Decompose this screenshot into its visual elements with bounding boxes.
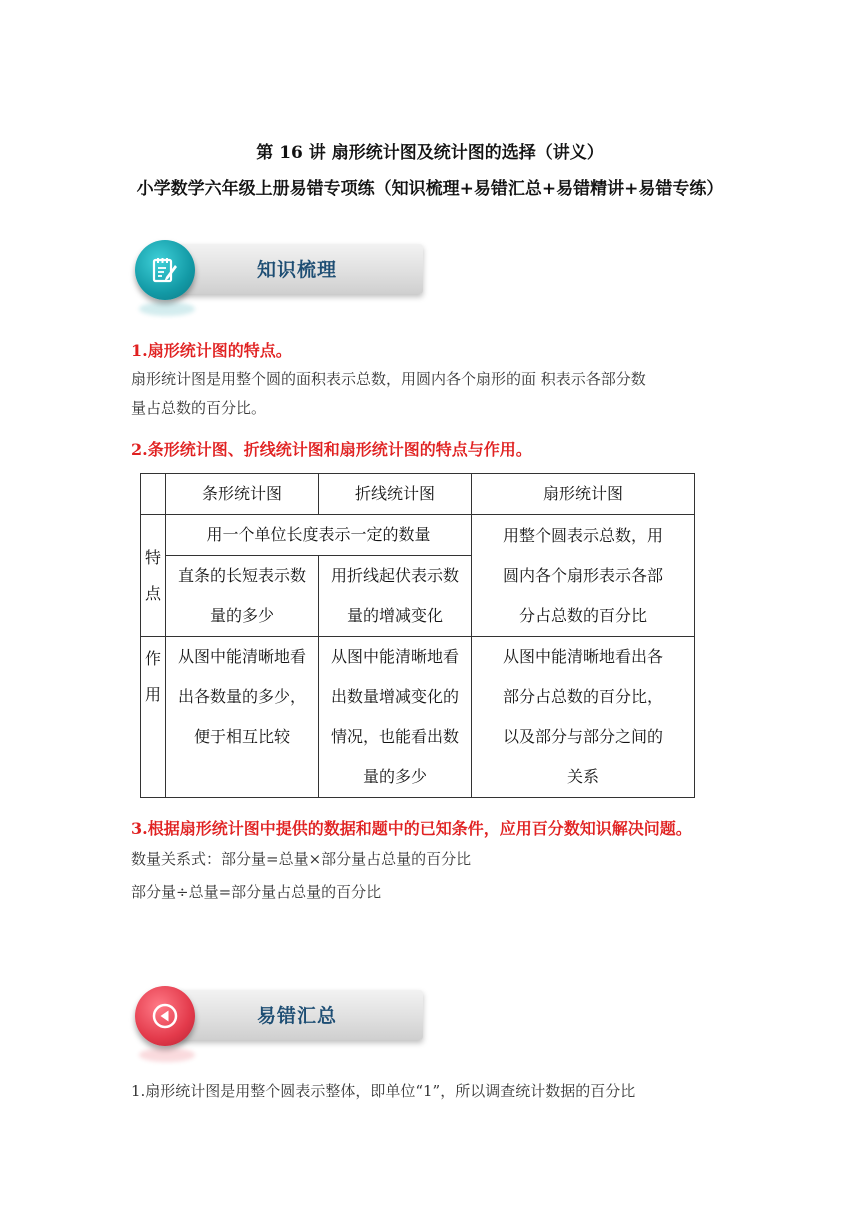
row-label-char: 点	[144, 583, 161, 603]
document-title: 第 16 讲 扇形统计图及统计图的选择（讲义）	[256, 143, 604, 163]
usage-bar-cell	[166, 637, 319, 798]
cell-line: 量的增减变化	[346, 606, 443, 625]
cell-line: 从图中能清晰地看	[330, 647, 459, 666]
section3-line1: 数量关系式：部分量=总量×部分量占总量的百分比	[131, 850, 472, 868]
cell-line: 量的多少	[209, 606, 274, 625]
features-shared-cell: 用一个单位长度表示一定的数量	[166, 515, 472, 556]
section1-line1: 扇形统计图是用整个圆的面积表示总数，用圆内各个扇形的面 积表示各部分数	[131, 370, 646, 388]
section1-heading: 1.扇形统计图的特点。	[131, 341, 292, 360]
cell-line: 量的多少	[362, 767, 427, 786]
cell-line: 圆内各个扇形表示各部	[502, 565, 663, 585]
table-row-features-top	[141, 515, 695, 556]
banner-label: 知识梳理	[257, 259, 338, 281]
cell-line: 用整个圆表示总数，用	[502, 525, 663, 545]
cell-line: 从图中能清晰地看出各	[502, 647, 663, 666]
section1-text	[131, 365, 731, 423]
row-label-char: 特	[144, 547, 161, 567]
cell-line: 情况，也能看出数	[330, 727, 459, 746]
features-bar-cell	[166, 556, 319, 637]
header-line-chart: 折线统计图	[319, 474, 472, 515]
cell-line: 出各数量的多少，	[177, 687, 306, 706]
section1-line2: 量占总数的百分比。	[131, 399, 267, 417]
section-banner-knowledge	[135, 240, 425, 320]
errors-line1: 1.扇形统计图是用整个圆表示整体，即单位“1”，所以调查统计数据的百分比	[131, 1082, 636, 1100]
section2-heading: 2.条形统计图、折线统计图和扇形统计图的特点与作用。	[131, 440, 532, 459]
usage-line-cell	[319, 637, 472, 798]
banner-label: 易错汇总	[257, 1005, 338, 1027]
table-row-usage	[141, 637, 695, 798]
cell-line: 关系	[566, 767, 599, 786]
cell-line: 部分占总数的百分比，	[502, 687, 663, 706]
cell-line: 便于相互比较	[193, 727, 290, 746]
errors-text	[131, 1077, 751, 1106]
cell-line: 出数量增减变化的	[330, 687, 459, 706]
header-pie-chart: 扇形统计图	[472, 474, 695, 515]
row-label-usage	[141, 637, 166, 798]
cell-line: 以及部分与部分之间的	[502, 727, 663, 746]
banner-reflection	[139, 302, 195, 316]
table-corner-cell	[141, 474, 166, 515]
row-label-char: 作	[144, 649, 161, 668]
header-bar-chart: 条形统计图	[166, 474, 319, 515]
cell-line: 用折线起伏表示数	[330, 566, 459, 585]
banner-reflection	[139, 1048, 195, 1062]
section3-line2: 部分量÷总量=部分量占总量的百分比	[131, 883, 382, 901]
comparison-table	[140, 473, 695, 798]
section3-text	[131, 845, 731, 907]
features-line-cell	[319, 556, 472, 637]
row-label-char: 用	[144, 685, 161, 704]
table-header-row	[141, 474, 695, 515]
cell-line: 分占总数的百分比	[518, 605, 647, 625]
play-back-icon	[150, 1001, 180, 1031]
document-subtitle: 小学数学六年级上册易错专项练（知识梳理+易错汇总+易错精讲+易错专练）	[136, 179, 724, 199]
usage-pie-cell	[472, 637, 695, 798]
features-pie-cell	[472, 515, 695, 637]
row-label-features	[141, 515, 166, 637]
cell-line: 从图中能清晰地看	[177, 647, 306, 666]
cell-line: 直条的长短表示数	[177, 566, 306, 585]
notepad-pencil-icon	[150, 255, 180, 285]
section3-heading: 3.根据扇形统计图中提供的数据和题中的已知条件，应用百分数知识解决问题。	[131, 819, 692, 838]
section-banner-errors	[135, 986, 425, 1066]
